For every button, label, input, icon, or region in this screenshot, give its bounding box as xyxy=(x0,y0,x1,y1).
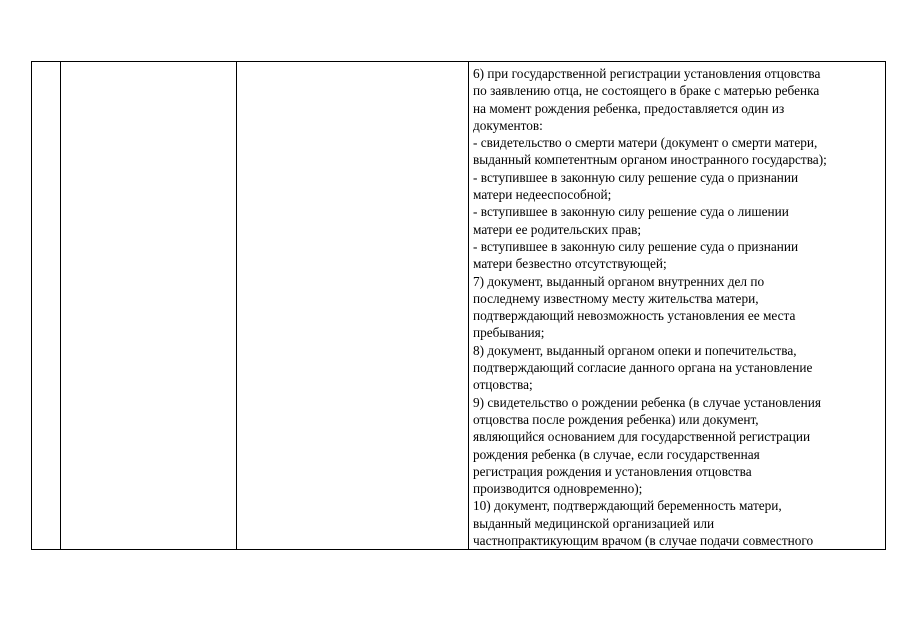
text-line: по заявлению отца, не состоящего в браке с матерью ребенка xyxy=(473,83,820,99)
table-cell-number xyxy=(32,62,61,550)
text-line: являющийся основанием для государственной регистрации xyxy=(473,429,811,445)
text-line: выданный компетентным органом иностранного государства); xyxy=(473,152,827,168)
text-line: подтверждающий согласие данного органа на установление xyxy=(473,360,813,376)
text-line: отцовства; xyxy=(473,377,533,393)
text-line: 6) при государственной регистрации установления отцовства xyxy=(473,66,821,81)
text-line: - вступившее в законную силу решение суда о признании xyxy=(473,238,799,254)
text-line: 10) документ, подтверждающий беременность матери, xyxy=(473,498,782,514)
text-line: выданный медицинской организацией или xyxy=(473,515,715,531)
text-line: - вступившее в законную силу решение суда о лишении xyxy=(473,204,789,220)
table-cell-documents-list xyxy=(469,62,886,550)
table-cell-description xyxy=(237,62,469,550)
text-line: 7) документ, выданный органом внутренних дел по xyxy=(473,273,765,289)
text-line: частнопрактикующим врачом (в случае подачи совместного xyxy=(473,533,814,549)
text-line: - свидетельство о смерти матери (документ о смерти матери, xyxy=(473,135,818,151)
text-line: пребывания; xyxy=(473,325,545,341)
text-line: 9) свидетельство о рождении ребенка (в случае установления xyxy=(473,394,821,410)
text-line: на момент рождения ребенка, предоставляется один из xyxy=(473,100,785,116)
text-line: регистрация рождения и установления отцовства xyxy=(473,463,752,479)
document-table xyxy=(31,61,886,550)
text-line: производится одновременно); xyxy=(473,481,643,497)
text-line: матери безвестно отсутствующей; xyxy=(473,256,667,272)
text-line: матери ее родительских прав; xyxy=(473,221,642,237)
text-line: 8) документ, выданный органом опеки и попечительства, xyxy=(473,342,797,358)
text-line: последнему известному месту жительства матери, xyxy=(473,290,759,306)
text-line: рождения ребенка (в случае, если государственная xyxy=(473,446,760,462)
text-line: матери недееспособной; xyxy=(473,187,612,203)
table-row xyxy=(32,62,886,550)
text-line: - вступившее в законную силу решение суда о признании xyxy=(473,169,799,185)
table-cell-service-name xyxy=(61,62,237,550)
text-line: документов: xyxy=(473,117,543,133)
text-line: подтверждающий невозможность установления ее места xyxy=(473,308,796,324)
documents-list-text xyxy=(469,62,885,549)
text-line: отцовства после рождения ребенка) или документ, xyxy=(473,411,759,427)
